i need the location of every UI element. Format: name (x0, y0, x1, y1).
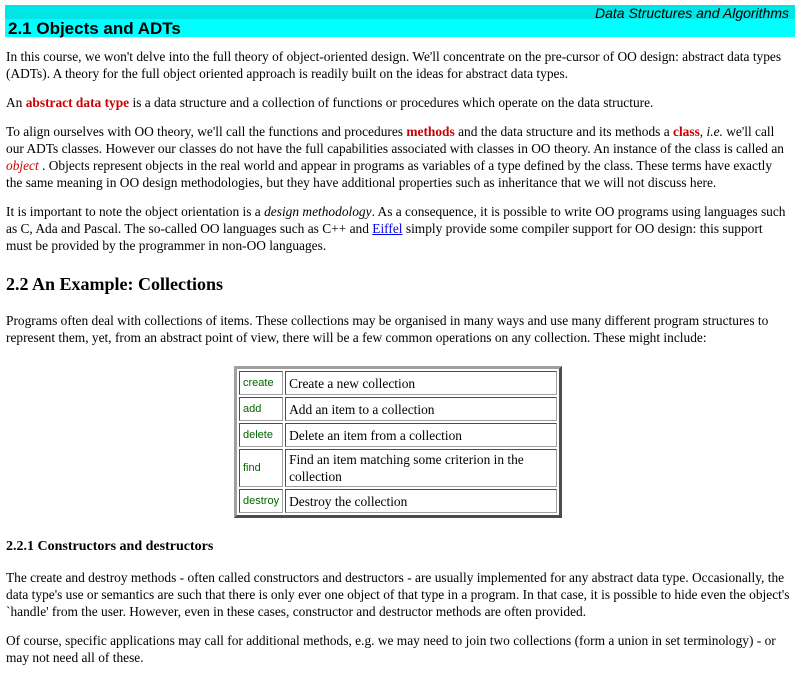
table-row (239, 397, 557, 421)
table-row (239, 489, 557, 513)
text-span: we'll call our ADTs classes. However our classes do not have the full capabilities associated with classes in OO theory. An instance of the class is called an (6, 124, 784, 156)
text-span: and the data structure and its methods a (454, 124, 673, 139)
design-methodology-emph: design methodology (264, 204, 372, 219)
text-span: . Objects represent objects in the real world and appear in programs as variables of a type defined by the class. These terms have exactly the same meaning in OO design methodologies, but they have additional properties such as inheritance that we will not discuss here. (6, 158, 773, 190)
operation-description: Create a new collection (285, 371, 557, 395)
text-span: . As a consequence, it is possible to write OO programs using languages such as C, Ada and Pascal. The so-called OO languages such as C++ and (6, 204, 786, 236)
header-bar (5, 5, 795, 37)
collections-heading: 2.2 An Example: Collections (6, 274, 224, 294)
term-methods: methods (406, 124, 455, 139)
operations-table-wrapper (6, 366, 790, 518)
term-abstract-data-type: abstract data type (25, 95, 130, 110)
ie-abbrev: i.e. (706, 124, 723, 139)
operation-description: Destroy the collection (285, 489, 557, 513)
adt-definition-paragraph (6, 94, 790, 111)
course-title: Data Structures and Algorithms (594, 5, 789, 21)
page-content (6, 48, 790, 678)
constructors-paragraph: The create and destroy methods - often called constructors and destructors - are usually implemented for any abstract data type. Occasionally, the data type's use or semantics are such that there is only ever one object of that type in a program. In that case, it is possible to hide even the object's `handle' from the user. However, even in these cases, constructor and destructor methods are often provided. (6, 570, 790, 619)
table-row (239, 371, 557, 395)
operation-name: delete (239, 423, 283, 447)
text-span: , (699, 124, 707, 139)
table-row (239, 423, 557, 447)
text-span: is a data structure and a collection of functions or procedures which operate on the data structure. (129, 95, 654, 110)
intro-paragraph: In this course, we won't delve into the full theory of object-oriented design. We'll concentrate on the pre-cursor of OO design: abstract data types (ADTs). A theory for the full object oriented approach is readily built on the ideas for abstract data types. (6, 49, 782, 81)
operation-description: Delete an item from a collection (285, 423, 557, 447)
text-span: simply provide some compiler support for OO design: this support must be provided by the programmer in non-OO languages. (6, 221, 763, 253)
operation-name: add (239, 397, 283, 421)
constructors-heading: 2.2.1 Constructors and destructors (6, 539, 214, 554)
design-methodology-paragraph (6, 203, 790, 254)
operation-description: Add an item to a collection (285, 397, 557, 421)
operation-description: Find an item matching some criterion in the collection (285, 449, 557, 487)
text-span: An (6, 95, 26, 110)
operation-name: create (239, 371, 283, 395)
text-span: It is important to note the object orientation is a (6, 204, 265, 219)
operation-name: destroy (239, 489, 283, 513)
operation-name: find (239, 449, 283, 487)
section-title: 2.1 Objects and ADTs (8, 19, 181, 38)
operations-table (234, 366, 562, 518)
additional-methods-paragraph: Of course, specific applications may call for additional methods, e.g. we may need to join two collections (form a union in set terminology) - or may not need all of these. (6, 633, 776, 665)
eiffel-link[interactable]: Eiffel (372, 221, 403, 236)
table-row (239, 449, 557, 487)
collections-paragraph: Programs often deal with collections of items. These collections may be organised in many ways and use many different program structures to represent them, yet, from an abstract point of view, there will be a few common operations on any collection. These might include: (6, 313, 769, 345)
term-object: object (6, 158, 39, 173)
term-class: class (673, 124, 700, 139)
text-span: To align ourselves with OO theory, we'll call the functions and procedures (6, 124, 407, 139)
oo-theory-paragraph (6, 123, 790, 191)
